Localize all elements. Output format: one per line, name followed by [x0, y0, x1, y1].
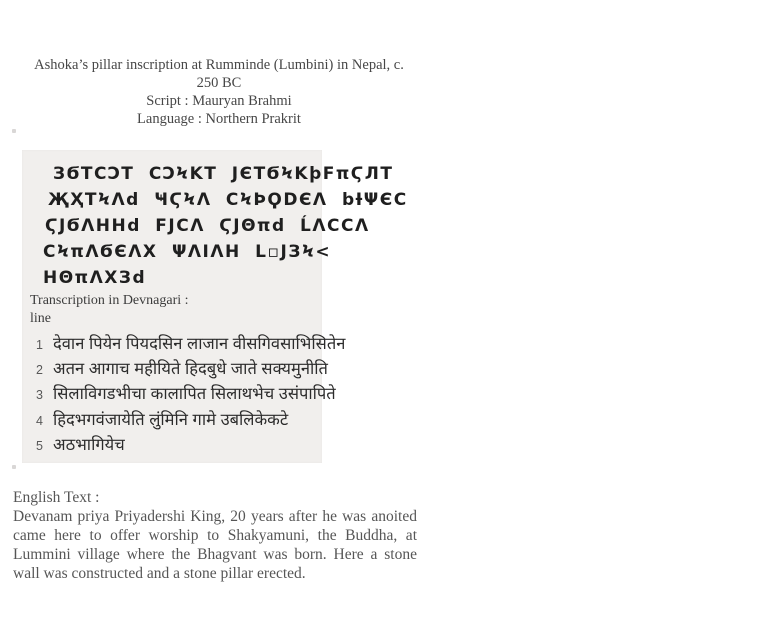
transcription-row — [36, 432, 320, 457]
devanagari-line: हिदभगवंजायेति लुंमिनि गामे उबलिकेकटे — [53, 410, 289, 429]
line-number: 1 — [36, 338, 43, 352]
brahmi-inscription — [22, 161, 408, 291]
devanagari-line: अठभागियेच — [53, 435, 125, 454]
line-number: 4 — [36, 413, 43, 428]
devanagari-line: सिलाविगडभीचा कालापित सिलाथभेच उसंपापिते — [53, 385, 336, 404]
brahmi-script-line: ϹϞπΛϬЄΛΧ ΨΛΙΛΗ L▫ЈЗϞ< — [43, 242, 332, 262]
transcription-row — [36, 381, 336, 406]
stray-period-mark — [12, 465, 16, 469]
line-label: line — [30, 311, 51, 326]
inscription-scan-image — [22, 150, 408, 463]
brahmi-script-line: ЗϬTϹϽT ϹϽϞΚT ЈЄTϬϞΚþϜπϚЛT — [53, 164, 394, 184]
english-text-body: Devanam priya Priyadershi King, 20 years after he was anoited came here to offer worship to Shakyamuni, the Buddha, at Lummini village where the Bhagvant was born. Here a stone wall was constructed and a stone pillar erected. — [13, 508, 417, 582]
brahmi-script-line: ϚЈϬΛΗΗd ϜЈϹΛ ϚЈΘπd ĹΛϹϹΛ — [45, 216, 370, 236]
devanagari-transcription — [36, 331, 346, 457]
transcription-row — [36, 331, 346, 356]
brahmi-script-line: ΗΘπΛΧЗd — [43, 268, 147, 288]
language-subtitle: Language : Northern Prakrit — [137, 111, 301, 127]
transcription-row — [36, 356, 328, 381]
english-text-heading: English Text : — [13, 489, 100, 506]
transcription-heading: Transcription in Devnagari : — [30, 293, 189, 308]
script-subtitle: Script : Mauryan Brahmi — [146, 93, 292, 109]
page-title: Ashoka’s pillar inscription at Rumminde (Lumbini) in Nepal, c. 250 BC — [34, 57, 404, 91]
english-translation-block — [13, 488, 417, 583]
title-block — [22, 56, 416, 128]
brahmi-script-line: ҖҲTϞΛd ҸϚϞΛ ϹϞÞϘDЄΛ bƗΨЄϹ — [48, 190, 408, 210]
stray-period-mark — [12, 129, 16, 133]
devanagari-line: अतन आगाच महीयिते हिदबुधे जाते सक्यमुनीति — [53, 360, 328, 379]
line-number: 5 — [36, 438, 43, 453]
transcription-row — [36, 407, 320, 432]
devanagari-line: देवान पियेन पियदसिन लाजान वीसगिवसाभिसितेन — [53, 335, 346, 353]
line-number: 3 — [36, 388, 43, 403]
line-number: 2 — [36, 363, 43, 378]
